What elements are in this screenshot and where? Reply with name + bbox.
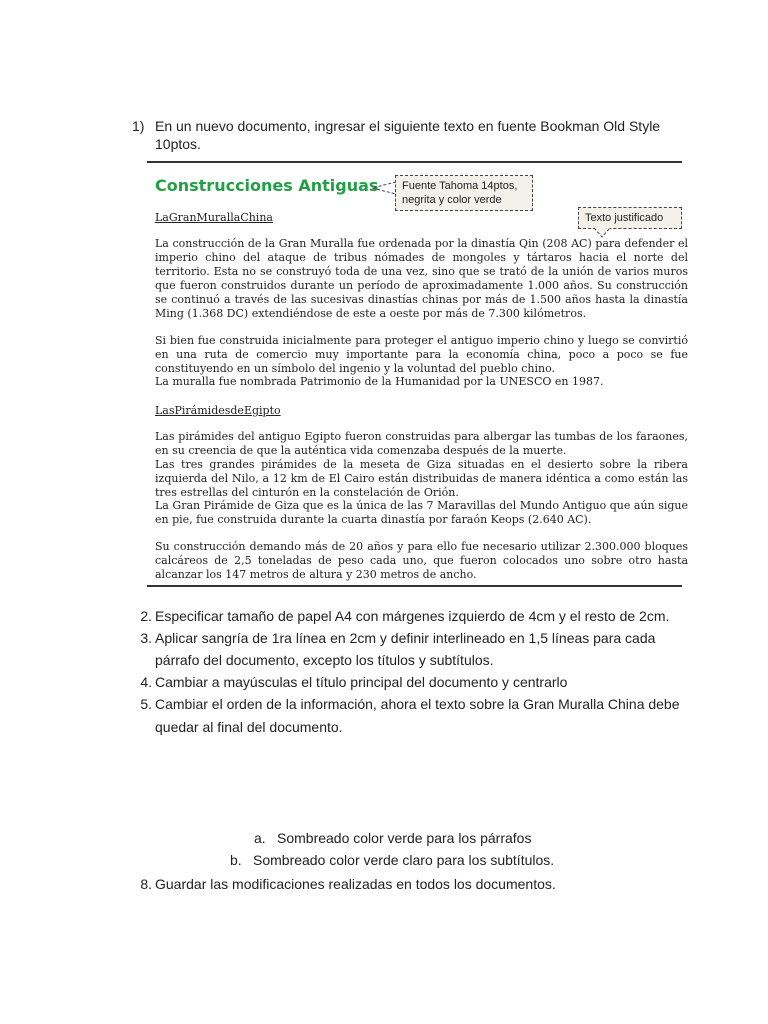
subitem-a-text: Sombreado color verde para los párrafos bbox=[277, 830, 532, 846]
callout-justify-note: Texto justificado bbox=[578, 207, 682, 229]
top-rule bbox=[147, 161, 682, 163]
paragraph: Su construcción demando más de 20 años y para ello fue necesario utilizar 2.300.000 bloques calcáreos de 2,5 toneladas de peso cada uno, que fueron colocados uno sobre otro hasta alcanzar los 147 metros de altura y 230 metros de ancho. bbox=[155, 540, 688, 581]
subtitle-piramides: LasPirámidesdeEgipto bbox=[155, 404, 281, 417]
subitem-b-text: Sombreado color verde claro para los subtítulos. bbox=[253, 852, 555, 868]
paragraph: Si bien fue construida inicialmente para proteger el antiguo imperio chino y luego se convirtió en una ruta de comercio muy importante para la economía china, poco a poco se fue constituyendo en un símbolo del ingenio y la voluntad del pueblo chino. bbox=[155, 334, 688, 375]
subitem-b-letter: b. bbox=[230, 852, 242, 868]
paragraph: Las tres grandes pirámides de la meseta de Giza situadas en el desierto sobre la ribera izquierda del Nilo, a 12 km de El Cairo están distribuidas de manera idéntica a como están las tres estrellas del cinturón en la constelación de Orión. bbox=[155, 458, 688, 499]
paragraph: La construcción de la Gran Muralla fue ordenada por la dinastía Qin (208 AC) para defender el imperio chino del ataque de tribus nómades de mongoles y tártaros hacia el norte del territorio. Esta no se construyó toda de una vez, sino que se trató de la unión de varios muros que fueron construidos durante un período de aproximadamente 1.000 años. Su construcción se continuó a través de las sucesivas dinastías chinas por más de 1.500 años hasta la dinastía Ming (1.368 DC) extendiéndose de este a oeste por más de 7.300 kilómetros. bbox=[155, 237, 688, 320]
item-8-text: Guardar las modificaciones realizadas en todos los documentos. bbox=[155, 876, 556, 892]
item-5-line-1: Cambiar el orden de la información, ahora el texto sobre la Gran Muralla China debe bbox=[155, 696, 680, 712]
paragraph: Las pirámides del antiguo Egipto fueron construidas para albergar las tumbas de los faraones, en su creencia de que la auténtica vida comenzaba después de la muerte. bbox=[155, 430, 688, 457]
item-2-number: 2. bbox=[140, 608, 152, 624]
item-2-text: Especificar tamaño de papel A4 con márgenes izquierdo de 4cm y el resto de 2cm. bbox=[155, 608, 670, 624]
item-3-line-2: párrafo del documento, excepto los títulos y subtítulos. bbox=[155, 652, 494, 668]
item-3-number: 3. bbox=[140, 630, 152, 646]
paragraph: La muralla fue nombrada Patrimonio de la Humanidad por la UNESCO en 1987. bbox=[155, 375, 604, 388]
item-1-line-2: 10ptos. bbox=[155, 136, 201, 152]
bottom-rule bbox=[147, 585, 682, 587]
item-4-number: 4. bbox=[140, 674, 152, 690]
callout-arrow-icon bbox=[370, 180, 398, 196]
subitem-a-letter: a. bbox=[254, 830, 266, 846]
item-1-line-1: En un nuevo documento, ingresar el siguiente texto en fuente Bookman Old Style bbox=[155, 118, 661, 134]
paragraph: La Gran Pirámide de Giza que es la única de las 7 Maravillas del Mundo Antiguo que aún sigue en pie, fue construida durante la cuarta dinastía por faraón Keops (2.640 AC). bbox=[155, 499, 688, 526]
item-5-number: 5. bbox=[140, 696, 152, 712]
item-4-text: Cambiar a mayúsculas el título principal del documento y centrarlo bbox=[155, 674, 568, 690]
subtitle-gran-muralla: LaGranMurallaChina bbox=[155, 211, 273, 224]
item-1-number: 1) bbox=[132, 118, 145, 134]
callout-font-note: Fuente Tahoma 14ptos, negrita y color verde bbox=[395, 175, 533, 211]
item-5-line-2: quedar al final del documento. bbox=[155, 719, 343, 735]
item-3-line-1: Aplicar sangría de 1ra línea en 2cm y definir interlineado en 1,5 líneas para cada bbox=[155, 630, 656, 646]
sample-title: Construcciones Antiguas bbox=[155, 176, 379, 195]
item-8-number: 8. bbox=[140, 876, 152, 892]
